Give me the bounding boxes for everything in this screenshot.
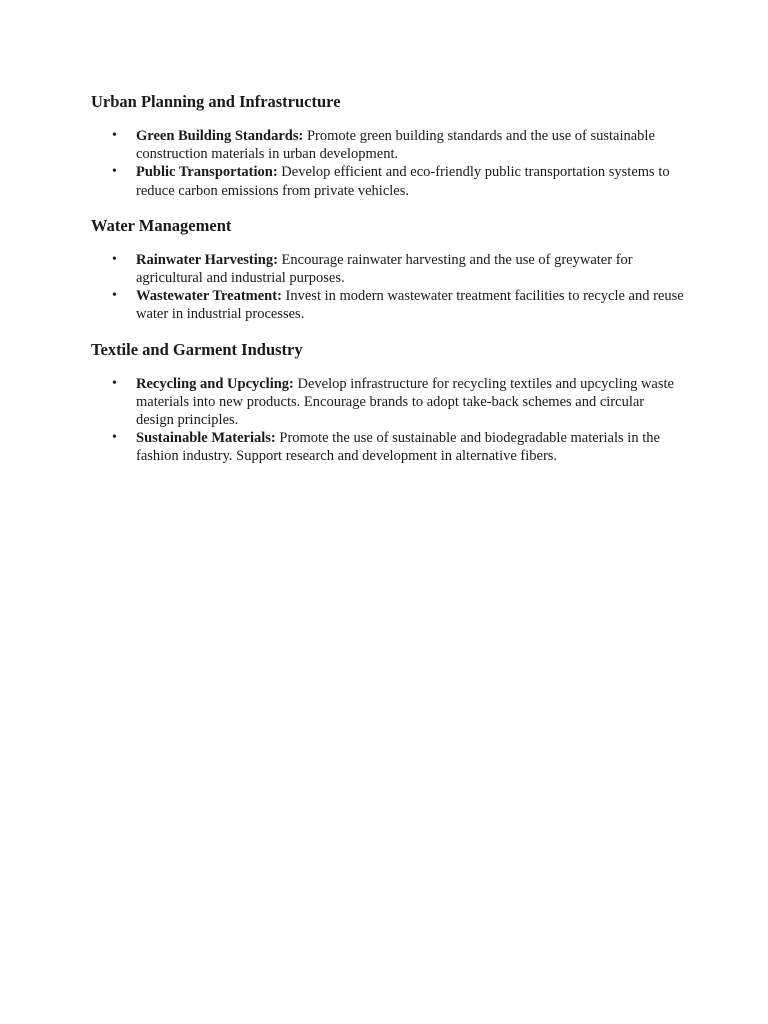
item-text: Invest in modern wastewater treatment facilities to recycle and reuse water in industrial processes. [136, 288, 684, 323]
section-heading-urban-planning: Urban Planning and Infrastructure [91, 92, 341, 111]
item-term: Green Building Standards: [136, 128, 304, 144]
list-item-rainwater-harvesting [91, 251, 684, 287]
item-term: Rainwater Harvesting: [136, 251, 278, 268]
list-item-wastewater-treatment [91, 287, 684, 323]
item-term: Wastewater Treatment: [136, 288, 282, 305]
list-item-green-building [91, 127, 684, 163]
list-item-sustainable-materials [91, 429, 684, 465]
bullet-icon: • [112, 164, 117, 180]
item-text: Promote green building standards and the use of sustainable construction materials in urban development. [136, 128, 655, 163]
bullet-icon: • [112, 288, 117, 304]
list-item-public-transportation [91, 163, 684, 199]
bullet-icon: • [112, 430, 117, 446]
textile-garment-list [91, 375, 708, 466]
item-term: Recycling and Upcycling: [136, 375, 294, 392]
water-management-list [91, 251, 708, 324]
item-term: Sustainable Materials: [136, 430, 276, 447]
bullet-icon: • [112, 128, 117, 143]
bullet-icon: • [112, 251, 117, 267]
list-item-recycling-upcycling [91, 375, 684, 430]
item-text: Encourage rainwater harvesting and the use of greywater for agricultural and industrial purposes. [136, 251, 633, 287]
section-heading-water-management: Water Management [91, 215, 232, 235]
section-heading-textile-garment: Textile and Garment Industry [91, 339, 303, 359]
bullet-icon: • [112, 375, 117, 391]
item-term: Public Transportation: [136, 164, 278, 181]
item-text: Develop efficient and eco-friendly public transportation systems to reduce carbon emissions from private vehicles. [136, 164, 670, 199]
urban-planning-list [91, 127, 708, 200]
item-text: Promote the use of sustainable and biodegradable materials in the fashion industry. Support research and development in alternative fibers. [136, 430, 660, 465]
item-text: Develop infrastructure for recycling textiles and upcycling waste materials into new products. Encourage brands to adopt take-back schemes and circular design principles. [136, 375, 674, 429]
